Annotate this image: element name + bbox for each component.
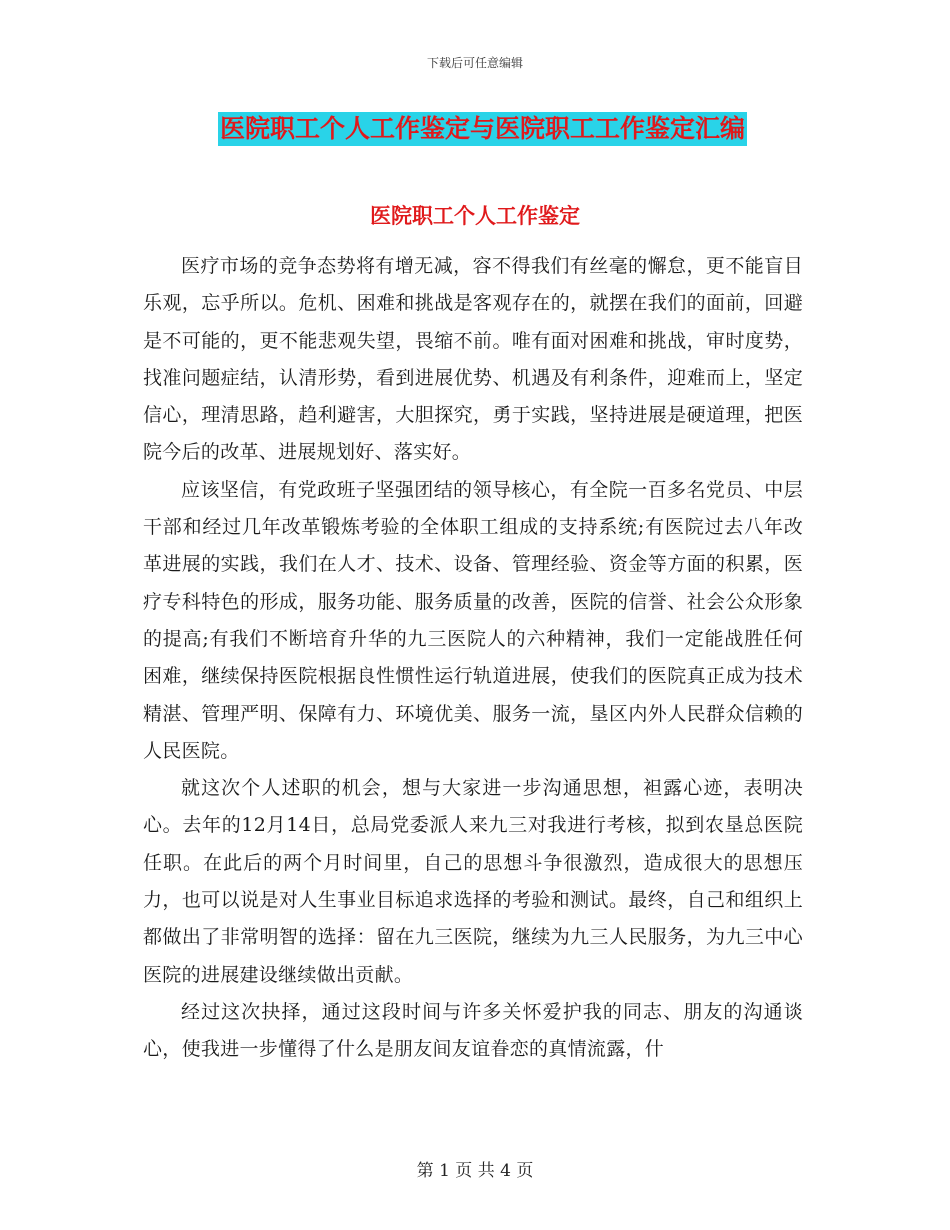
header-note: 下载后可任意编辑 xyxy=(426,56,523,70)
paragraph-2: 应该坚信，有党政班子坚强团结的领导核心，有全院一百多名党员、中层干部和经过几年改革锻炼考验的全体职工组成的支持系统;有医院过去八年改革进展的实践，我们在人才、技术、设备、管理经验、资金等方面的积累，医疗专科特色的形成，服务功能、服务质量的改善，医院的信誉、社会公众形象的提高;有我们不断培育升华的九三医院人的六种精神，我们一定能战胜任何困难，继续保持医院根据良性惯性运行轨道进展，使我们的医院真正成为技术精湛、管理严明、保障有力、环境优美、服务一流，垦区内外人民群众信赖的人民医院。 xyxy=(143,478,803,762)
paragraph-1: 医疗市场的竞争态势将有增无减，容不得我们有丝毫的懈怠，更不能盲目乐观，忘乎所以。危机、困难和挑战是客观存在的，就摆在我们的面前，回避是不可能的，更不能悲观失望，畏缩不前。唯有面对困难和挑战，审时度势，找准问题症结，认清形势，看到进展优势、机遇及有利条件，迎难而上，坚定信心，理清思路，趋利避害，大胆探究，勇于实践，坚持进展是硬道理，把医院今后的改革、进展规划好、落实好。 xyxy=(143,255,803,464)
paragraph-3: 就这次个人述职的机会，想与大家进一步沟通思想，袒露心迹，表明决心。去年的12月14日，总局党委派人来九三对我进行考核，拟到农垦总医院任职。在此后的两个月时间里，自己的思想斗争很激烈，造成很大的思想压力，也可以说是对人生事业目标追求选择的考验和测试。最终，自己和组织上都做出了非常明智的选择：留在九三医院，继续为九三人民服务，为九三中心医院的进展建设继续做出贡献。 xyxy=(143,777,803,986)
paragraph-4: 经过这次抉择，通过这段时间与许多关怀爱护我的同志、朋友的沟通谈心，使我进一步懂得了什么是朋友间友谊眷恋的真情流露，什 xyxy=(143,1000,803,1061)
section-title: 医院职工个人工作鉴定 xyxy=(370,204,580,228)
document-title: 医院职工个人工作鉴定与医院职工工作鉴定汇编 xyxy=(218,112,747,146)
document-body xyxy=(143,248,803,1069)
page-number: 第 1 页 共 4 页 xyxy=(416,1161,534,1181)
